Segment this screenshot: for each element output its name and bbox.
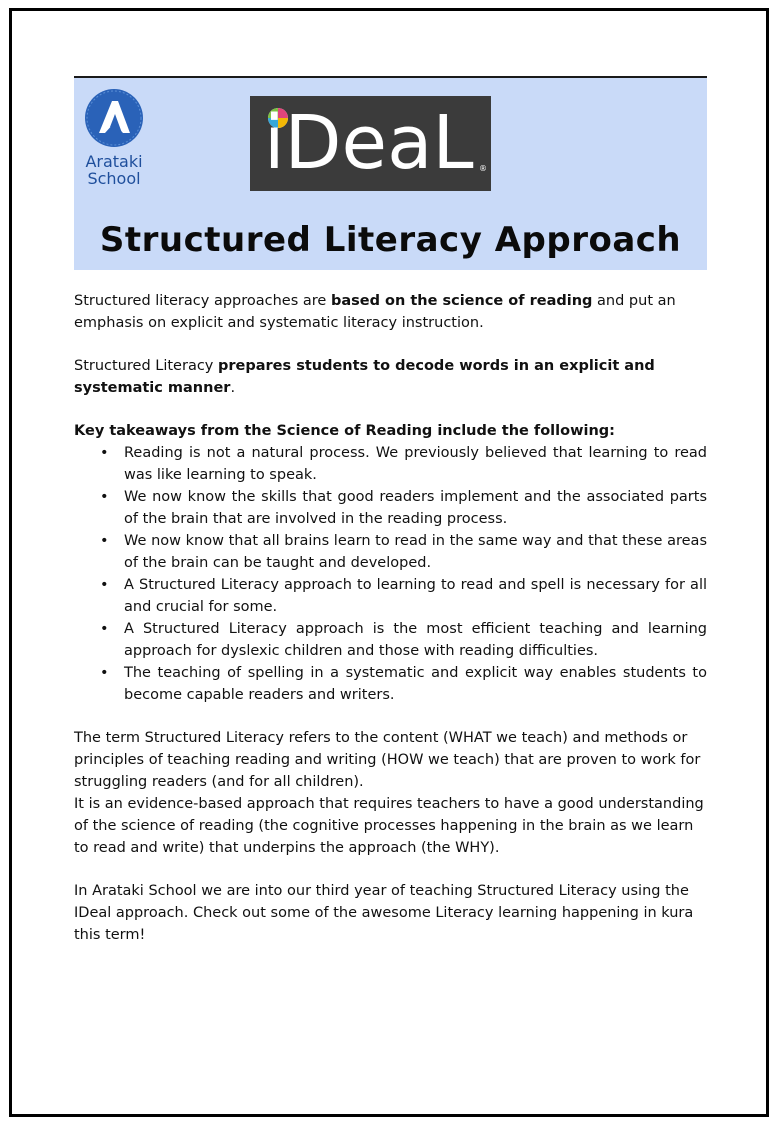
intro-p2-text: Structured Literacy	[74, 358, 218, 374]
intro-p2-bold: prepares students to decode words in an explicit and systematic manner	[74, 358, 655, 396]
document-content	[74, 76, 707, 946]
list-item: • We now know the skills that good readers implement and the associated parts of the brain that are involved in the reading process.	[74, 486, 707, 530]
takeaways-list	[74, 442, 707, 706]
definition-paragraph-2: It is an evidence-based approach that requires teachers to have a good understanding of the science of reading (the cognitive processes happening in the brain as we learn to read and write) that underpins the approach (the WHY).	[74, 796, 704, 856]
intro-p2-text-end: .	[230, 380, 236, 396]
intro-p1-bold: based on the science of reading	[330, 293, 593, 309]
list-item: • We now know that all brains learn to read in the same way and that these areas of the brain can be taught and developed.	[74, 530, 707, 574]
ideal-logo-text: iDeaL	[264, 100, 474, 186]
bullet-icon: •	[100, 489, 109, 505]
bullet-icon: •	[100, 445, 109, 461]
bullet-icon: •	[100, 665, 109, 681]
list-item: • The teaching of spelling in a systematic and explicit way enables students to become capable readers and writers.	[74, 662, 707, 706]
definition-paragraph-1: The term Structured Literacy refers to the content (WHAT we teach) and methods or principles of teaching reading and writing (HOW we teach) that are proven to work for struggling readers (and for all children).	[74, 730, 701, 790]
list-item: • Reading is not a natural process. We previously believed that learning to read was like learning to speak.	[74, 442, 707, 486]
takeaways-heading: Key takeaways from the Science of Reading include the following:	[74, 423, 615, 439]
closing-paragraph: In Arataki School we are into our third year of teaching Structured Literacy using the IDeal approach. Check out some of the awesome Literacy learning happening in kura this term!	[74, 883, 694, 943]
registered-mark: ®	[479, 164, 487, 173]
intro-paragraph-1	[74, 290, 707, 334]
intro-section	[74, 290, 707, 946]
school-logo	[81, 87, 147, 187]
bullet-icon: •	[100, 621, 109, 637]
intro-p1-text: Structured literacy approaches are	[74, 293, 331, 309]
page-title: Structured Literacy Approach	[99, 220, 682, 260]
title-banner	[74, 78, 707, 270]
bullet-icon: •	[100, 577, 109, 593]
school-name: Arataki School	[85, 152, 143, 188]
list-item: • A Structured Literacy approach to learning to read and spell is necessary for all and crucial for some.	[74, 574, 707, 618]
bullet-icon: •	[100, 533, 109, 549]
intro-p1-text-end: and put an emphasis on explicit and systematic literacy instruction.	[74, 293, 676, 331]
intro-paragraph-2	[74, 355, 707, 399]
list-item: • A Structured Literacy approach is the most efficient teaching and learning approach for dyslexic children and those with reading difficulties.	[74, 618, 707, 662]
school-logo-emblem-icon	[83, 87, 145, 149]
ideal-program-logo	[250, 96, 491, 191]
